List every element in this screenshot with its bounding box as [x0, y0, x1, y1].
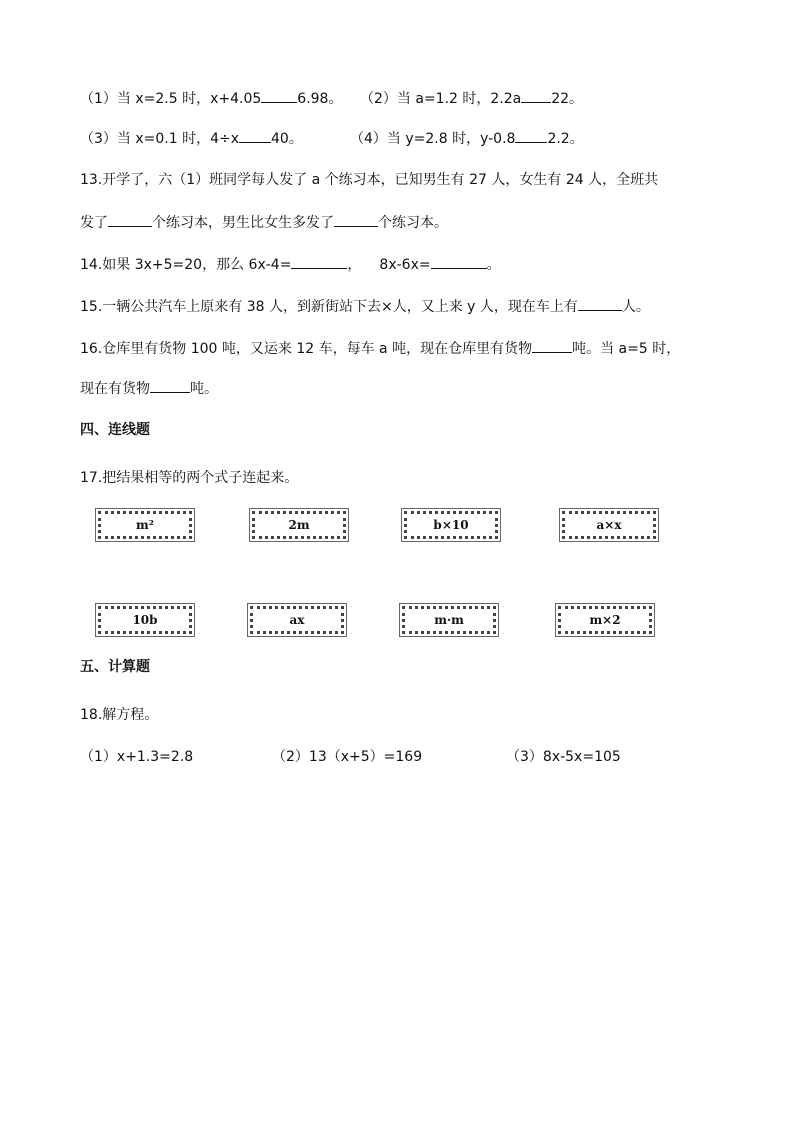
- q15-text-1: 15.一辆公共汽车上原来有 38 人，到新街站下去×人，又上来 y 人，现在车上有: [80, 299, 578, 315]
- q16-blank-1[interactable]: [532, 338, 572, 353]
- q16-line-1: [80, 338, 680, 359]
- q12-item-3: [80, 128, 303, 149]
- q12-item-1-text: （1）当 x=2.5 时，x+4.05: [80, 91, 262, 107]
- q12-item-3-text: （3）当 x=0.1 时，4÷x: [80, 131, 240, 147]
- q14-text-3: 8x-6x=: [379, 257, 431, 273]
- q14-text-4: 。: [486, 257, 501, 273]
- q12-item-2-text: （2）当 a=1.2 时，2.2a: [360, 91, 522, 107]
- q13-line-2-end: 个练习本。: [378, 215, 448, 231]
- match-card-top-3[interactable]: b×10: [404, 511, 498, 539]
- q12-item-1-end: 6.98。: [297, 91, 343, 107]
- q12-item-2-blank[interactable]: [521, 88, 551, 103]
- section-5-heading: 五、计算题: [80, 659, 150, 675]
- q18-item-3: （3）8x-5x=105: [506, 749, 621, 765]
- q16-text-1: 16.仓库里有货物 100 吨，又运来 12 车，每车 a 吨，现在仓库里有货物: [80, 341, 533, 357]
- match-card-top-4[interactable]: a×x: [562, 511, 656, 539]
- match-card-bottom-1[interactable]: 10b: [98, 606, 192, 634]
- match-card-top-2[interactable]: 2m: [252, 511, 346, 539]
- q16-line-2: [80, 378, 218, 399]
- q15-text-2: 人。: [621, 299, 650, 315]
- q18-prompt: 18.解方程。: [80, 707, 159, 723]
- q14-blank-1[interactable]: [291, 254, 347, 269]
- q17-prompt: 17.把结果相等的两个式子连起来。: [80, 470, 299, 486]
- q13-line-2: [80, 212, 448, 233]
- q12-item-4-text: （4）当 y=2.8 时，y-0.8: [350, 131, 516, 147]
- q16-text-3: 现在有货物: [80, 381, 150, 397]
- q13-line-1: 13.开学了，六（1）班同学每人发了 a 个练习本，已知男生有 27 人，女生有 24 人，全班共: [80, 172, 659, 188]
- q14-text-1: 14.如果 3x+5=20，那么 6x-4=: [80, 257, 292, 273]
- q15-line: [80, 296, 650, 317]
- q12-item-4: [350, 128, 584, 149]
- q14-blank-2[interactable]: [431, 254, 487, 269]
- q16-text-4: 吨。: [190, 381, 218, 397]
- section-4-heading: 四、连线题: [80, 422, 150, 438]
- q12-item-1-blank[interactable]: [261, 88, 297, 103]
- q16-text-2: 吨。当 a=5 时，: [572, 341, 681, 357]
- q13-line-2-mid: 个练习本，男生比女生多发了: [152, 215, 334, 231]
- q12-item-1: [80, 88, 342, 109]
- match-card-top-1[interactable]: m²: [98, 511, 192, 539]
- q12-item-4-end: 2.2。: [547, 131, 584, 147]
- q15-blank[interactable]: [578, 296, 622, 311]
- q18-item-2: （2）13（x+5）=169: [272, 749, 423, 765]
- match-card-bottom-2[interactable]: ax: [250, 606, 344, 634]
- q13-blank-2[interactable]: [334, 212, 378, 227]
- q12-item-4-blank[interactable]: [515, 128, 547, 143]
- q12-item-2-end: 22。: [551, 91, 584, 107]
- match-card-bottom-3[interactable]: m·m: [402, 606, 496, 634]
- q13-line-2-start: 发了: [80, 215, 108, 231]
- q14-text-2: ，: [347, 257, 362, 273]
- q12-item-3-end: 40。: [271, 131, 303, 147]
- q12-item-2: [360, 88, 583, 109]
- match-card-bottom-4[interactable]: m×2: [558, 606, 652, 634]
- q18-item-1: （1）x+1.3=2.8: [80, 749, 194, 765]
- q14-line: [80, 254, 501, 275]
- q13-blank-1[interactable]: [108, 212, 152, 227]
- q16-blank-2[interactable]: [150, 378, 190, 393]
- q12-item-3-blank[interactable]: [239, 128, 271, 143]
